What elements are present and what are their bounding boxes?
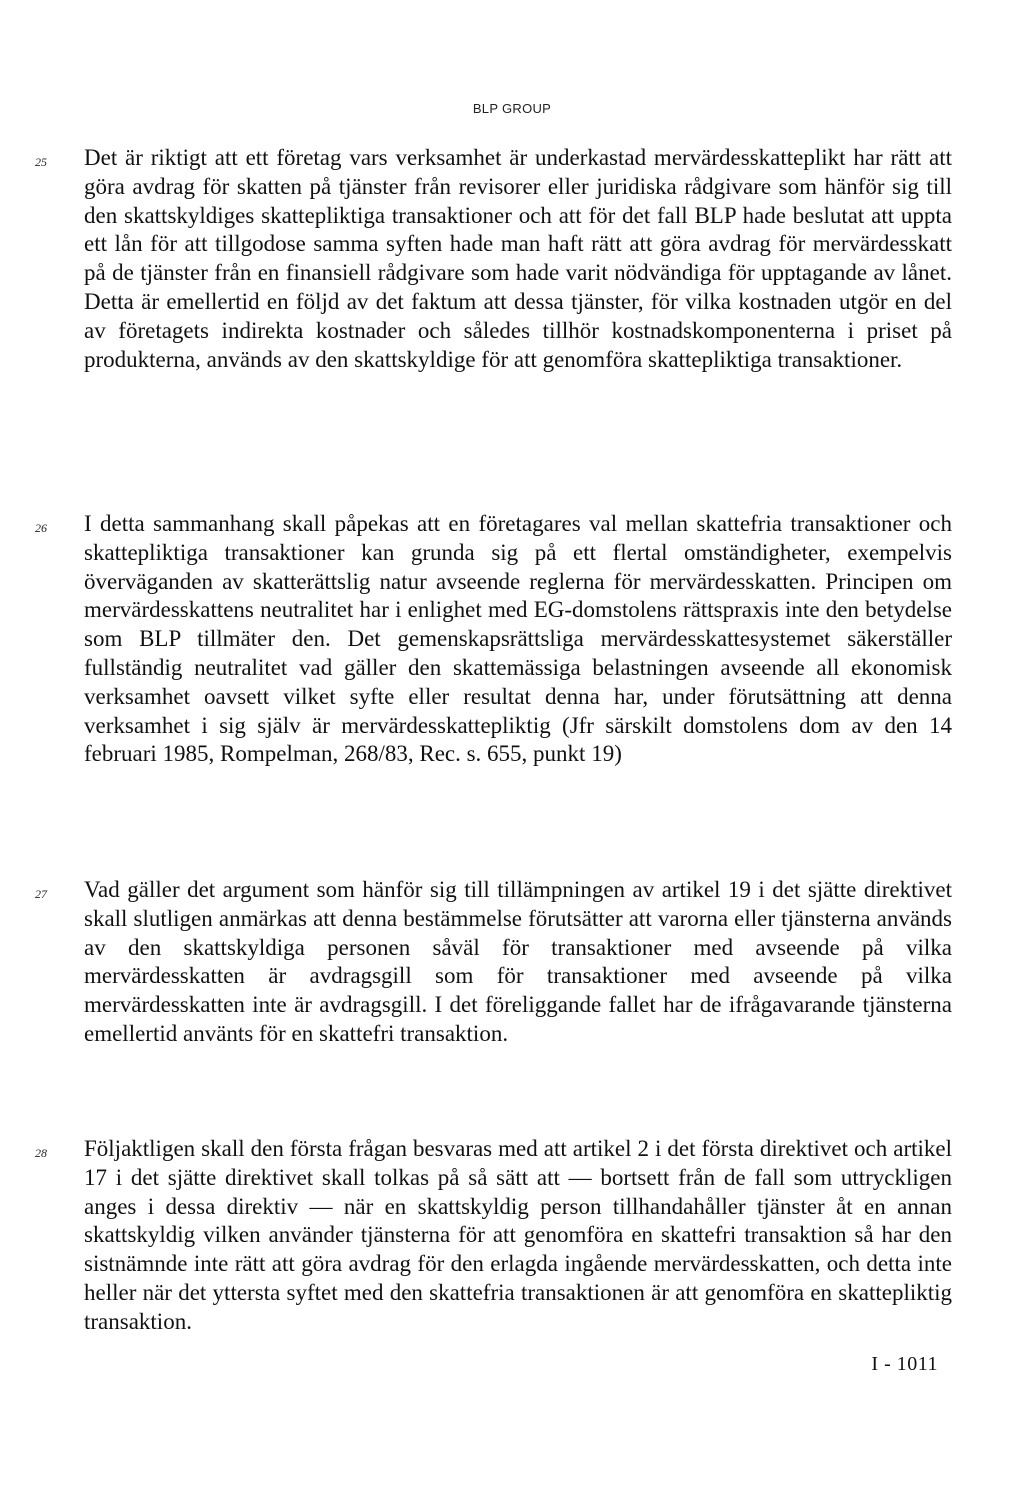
running-header: BLP GROUP <box>472 101 552 116</box>
paragraph-number: 27 <box>35 887 47 901</box>
paragraph-text: Vad gäller det argument som hänför sig till tillämpningen av artikel 19 i det sjätte direktivet skall slutligen anmärkas att denna bestämmelse förutsätter att varorna eller tjänsterna används av den skattskyldiga personen såväl för transaktioner med avseende på vilka mervärdesskatten är avdragsgill som för transaktioner med avseende på vilka mervärdesskatten inte är avdragsgill. I det föreliggande fallet har de ifrågavarande tjänsterna emellertid använts för en skattefri transaktion. <box>84 877 952 1046</box>
paragraph-number: 28 <box>35 1146 47 1160</box>
paragraph-text: Följaktligen skall den första frågan besvaras med att artikel 2 i det första direktivet och artikel 17 i det sjätte direktivet skall tolkas på så sätt att — bortsett från de fall som uttryckligen anges i dessa direktiv — när en skattskyldig person tillhandahåller tjänster åt en annan skattskyldig vilken använder tjänsterna för att genomföra en skattefri transaktion så har den sistnämnde inte rätt att göra avdrag för den erlagda ingående mervärdesskatten, och detta inte heller när det yttersta syftet med den skattefria transaktionen är att genomföra en skattepliktig transaktion. <box>84 1136 952 1334</box>
paragraph-number: 26 <box>35 521 47 535</box>
paragraph-28 <box>35 1135 952 1337</box>
paragraph-text: Det är riktigt att ett företag vars verksamhet är underkastad mervärdesskatteplikt har rätt att göra avdrag för skatten på tjänster från revisorer eller juridiska rådgivare som hänför sig till den skattskyldiges skattepliktiga transaktioner och att för det fall BLP hade beslutat att uppta ett lån för att tillgodose samma syften hade man haft rätt att göra avdrag för mervärdesskatt på de tjänster från en finansiell rådgivare som hade varit nödvändiga för upptagande av lånet. Detta är emellertid en följd av det faktum att dessa tjänster, för vilka kostnaden utgör en del av företagets indirekta kostnader och således tillhör kostnadskomponenterna i priset på produkterna, används av den skattskyldige för att genomföra skattepliktiga transaktioner. <box>84 145 952 372</box>
paragraph-27 <box>35 876 952 1049</box>
paragraph-number: 25 <box>35 155 47 169</box>
paragraph-26 <box>35 510 952 769</box>
paragraph-text: I detta sammanhang skall påpekas att en företagares val mellan skattefria transaktioner och skattepliktiga transaktioner kan grunda sig på ett flertal omständigheter, exempelvis överväganden av skatterättslig natur avseende reglerna för mervärdesskatten. Principen om mervärdesskattens neutralitet har i enlighet med EG-domstolens rättspraxis inte den betydelse som BLP tillmäter den. Det gemenskapsrättsliga mervärdesskattesystemet säkerställer fullständig neutralitet vad gäller den skattemässiga belastningen avseende all ekonomisk verksamhet oavsett vilket syfte eller resultat denna har, under förutsättning att denna verksamhet i sig själv är mervärdesskattepliktig (Jfr särskilt domstolens dom av den 14 februari 1985, Rompelman, 268/83, Rec. s. 655, punkt 19) <box>84 511 952 767</box>
page-number: I - 1011 <box>871 1353 938 1375</box>
paragraph-25 <box>35 144 952 374</box>
